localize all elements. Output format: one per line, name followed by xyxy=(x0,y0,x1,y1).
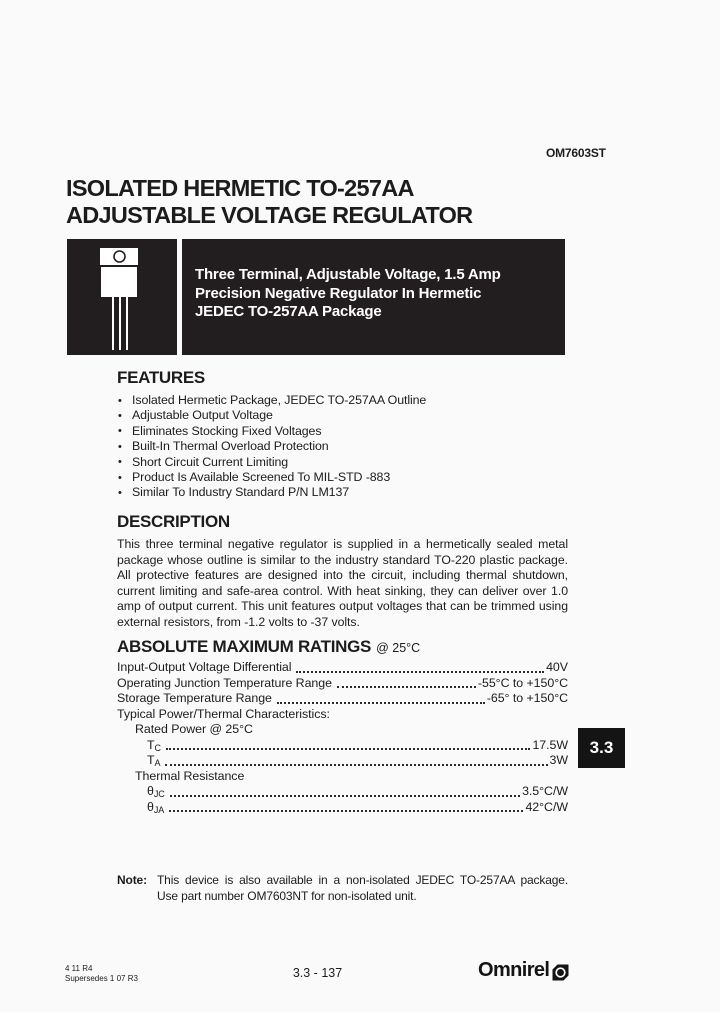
rating-value: 17.5W xyxy=(532,737,568,752)
footer-brand xyxy=(478,959,569,982)
header-banner xyxy=(67,239,565,355)
features-section xyxy=(117,368,568,501)
footer-page-number: 3.3 - 137 xyxy=(292,966,343,980)
banner-subtitle-line2: Precision Negative Regulator In Hermetic xyxy=(195,284,482,302)
rating-label-subscript: A xyxy=(154,758,161,768)
features-heading: FEATURES xyxy=(117,368,205,387)
leader-dots xyxy=(169,810,523,812)
leader-dots xyxy=(337,686,476,688)
rating-value: 3.5°C/W xyxy=(522,784,568,798)
rating-value: -65° to +150°C xyxy=(486,691,568,705)
leader-dots xyxy=(165,764,547,766)
leader-dots xyxy=(170,795,520,797)
feature-item: • Eliminates Stocking Fixed Voltages xyxy=(117,424,568,439)
rating-row xyxy=(117,738,568,754)
description-section xyxy=(117,512,568,631)
rating-row xyxy=(117,722,568,738)
leader-dots xyxy=(166,748,530,750)
rating-row xyxy=(117,784,568,800)
footer-revision-line2: Supersedes 1 07 R3 xyxy=(65,973,138,983)
rating-label: Input-Output Voltage Differential xyxy=(117,660,292,674)
ratings-list xyxy=(117,660,568,815)
rating-row xyxy=(117,800,568,816)
rating-value: 42°C/W xyxy=(525,799,568,814)
rating-label: $\theta_{JC}$ xyxy=(147,784,165,799)
rating-row xyxy=(117,676,568,692)
ratings-heading-condition: @ 25°C xyxy=(376,641,421,655)
note-block xyxy=(117,873,568,905)
description-heading: DESCRIPTION xyxy=(117,512,230,531)
note-label: Note: xyxy=(117,873,147,887)
rating-label-subscript: C xyxy=(154,742,161,753)
rating-label: $T_C$ xyxy=(147,737,161,753)
banner-subtitle-line1: Three Terminal, Adjustable Voltage, 1.5 Amp xyxy=(195,266,501,283)
note-body xyxy=(157,873,568,905)
rating-row xyxy=(117,707,568,723)
feature-item: • Isolated Hermetic Package, JEDEC TO-257AA Outline xyxy=(117,393,568,408)
banner-subtitle xyxy=(182,239,565,355)
doc-number: OM7603ST xyxy=(546,146,606,160)
description-body: This three terminal negative regulator is supplied in a hermetically sealed metal package whose outline is similar to the industry standard TO-220 plastic package. All protective features are designed into the circuit, including thermal shutdown, current limiting and safe-area control. With heat sinking, they can deliver over 1.0 amp of output current. This unit features output voltages that can be trimmed using external resistors, from -1.2 volts to -37 volts. xyxy=(117,537,568,629)
rating-label-subscript: JC xyxy=(153,789,165,799)
feature-item: • Similar To Industry Standard P/N LM137 xyxy=(117,485,568,500)
to-257aa-package-icon xyxy=(67,239,177,355)
footer-revision-line1: 4 11 R4 xyxy=(65,964,93,973)
rating-value: -55°C to +150°C xyxy=(477,675,568,690)
feature-item: • Built-In Thermal Overload Protection xyxy=(117,439,568,454)
rating-value: 3W xyxy=(549,753,568,767)
rating-label: Storage Temperature Range xyxy=(117,691,272,705)
note-line: Use part number OM7603NT for non-isolated unit. xyxy=(157,888,417,903)
rating-label-subscript: JA xyxy=(153,804,165,815)
feature-item: • Product Is Available Screened To MIL-STD -883 xyxy=(117,470,568,485)
section-tab-badge: 3.3 xyxy=(578,728,625,768)
page-title xyxy=(66,175,472,229)
rating-label: Typical Power/Thermal Characteristics: xyxy=(117,706,330,721)
rating-value: 40V xyxy=(546,660,568,674)
rating-row xyxy=(117,753,568,769)
rating-row xyxy=(117,769,568,785)
banner-subtitle-line3: JEDEC TO-257AA Package xyxy=(195,303,382,320)
rating-label: Thermal Resistance xyxy=(135,768,245,783)
package-outline-panel xyxy=(67,239,177,355)
feature-item: • Short Circuit Current Limiting xyxy=(117,455,568,470)
rating-label: $\theta_{JA}$ xyxy=(147,799,165,815)
ratings-heading xyxy=(117,637,568,657)
features-list xyxy=(117,393,568,501)
leader-dots xyxy=(296,671,544,673)
rating-label: Operating Junction Temperature Range xyxy=(117,675,332,690)
omnirel-logo-icon xyxy=(552,964,569,981)
page-title-line2: ADJUSTABLE VOLTAGE REGULATOR xyxy=(66,202,473,228)
rating-row xyxy=(117,691,568,707)
page-title-line1: ISOLATED HERMETIC TO-257AA xyxy=(66,175,414,201)
ratings-heading-title: ABSOLUTE MAXIMUM RATINGS xyxy=(117,637,372,656)
rating-row xyxy=(117,660,568,676)
leader-dots xyxy=(277,702,485,704)
note-line: This device is also available in a non-isolated JEDEC TO-257AA package. xyxy=(157,873,568,887)
rating-label: Rated Power @ 25°C xyxy=(135,722,253,736)
feature-item: • Adjustable Output Voltage xyxy=(117,408,568,423)
rating-label: $T_A$ xyxy=(147,753,161,768)
brand-name: Omnirel xyxy=(478,959,550,981)
ratings-section xyxy=(117,637,568,815)
